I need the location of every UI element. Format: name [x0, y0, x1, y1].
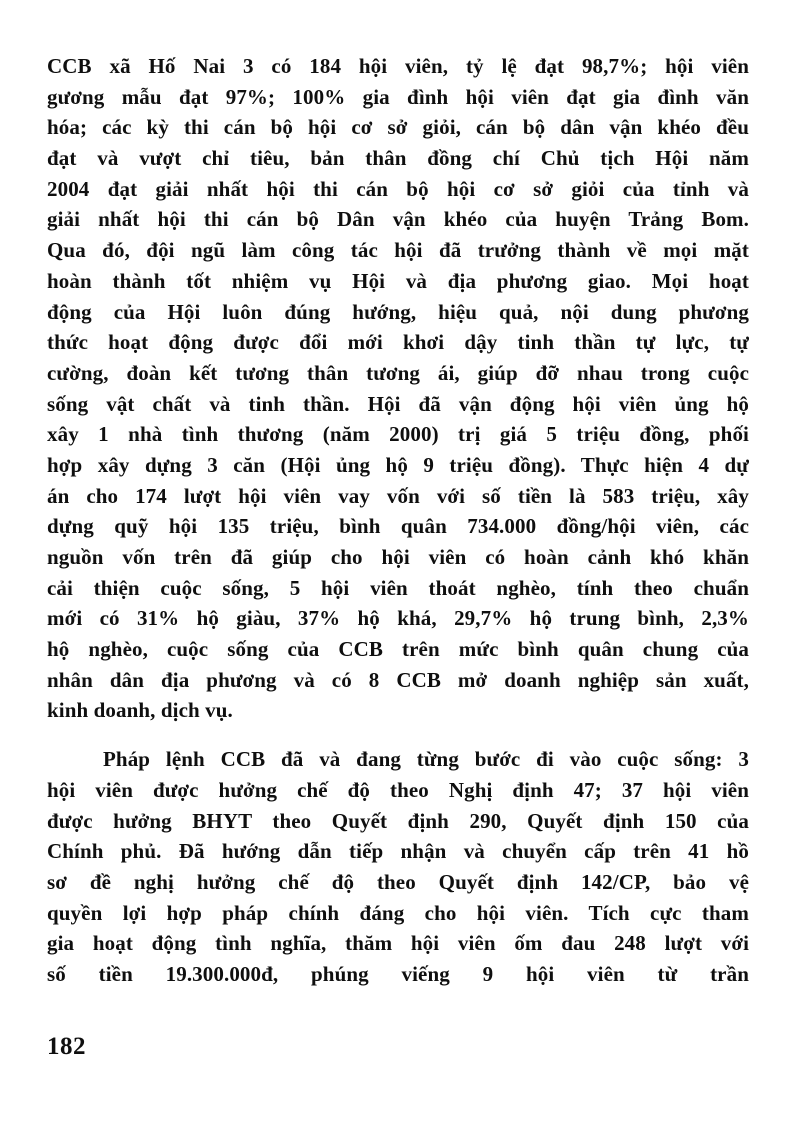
text-line: Chính phủ. Đã hướng dẫn tiếp nhận và chuyển cấp trên 41 hồ [47, 839, 749, 864]
text-line: quyền lợi hợp pháp chính đáng cho hội viên. Tích cực tham [47, 900, 749, 925]
page-number: 182 [47, 1033, 86, 1060]
text-line: nhân dân địa phương và có 8 CCB mở doanh nghiệp sản xuất, [47, 667, 749, 692]
text-line: sống vật chất và tinh thần. Hội đã vận động hội viên ủng hộ [47, 391, 749, 416]
page-text-block [47, 51, 749, 990]
text-line: 2004 đạt giải nhất hội thi cán bộ hội cơ sở giỏi của tỉnh và [47, 176, 749, 201]
paragraph-ccb-xa-ho-nai [47, 51, 749, 726]
text-line: CCB xã Hố Nai 3 có 184 hội viên, tỷ lệ đạt 98,7%; hội viên [47, 54, 749, 78]
paragraph-phap-lenh-ccb [47, 744, 749, 990]
text-line: cường, đoàn kết tương thân tương ái, giúp đỡ nhau trong cuộc [47, 360, 749, 385]
text-line: giải nhất hội thi cán bộ Dân vận khéo của huyện Trảng Bom. [47, 207, 749, 232]
text-line: Pháp lệnh CCB đã và đang từng bước đi vào cuộc sống: 3 [103, 747, 749, 772]
text-line: động của Hội luôn đúng hướng, hiệu quả, nội dung phương [47, 299, 749, 324]
text-line: hộ nghèo, cuộc sống của CCB trên mức bình quân chung của [47, 637, 749, 662]
text-line: sơ đề nghị hưởng chế độ theo Quyết định 142/CP, bảo vệ [47, 869, 749, 894]
text-line: xây 1 nhà tình thương (năm 2000) trị giá 5 triệu đồng, phối [47, 422, 749, 447]
text-line: được hưởng BHYT theo Quyết định 290, Quyết định 150 của [47, 808, 749, 833]
text-line: hội viên được hưởng chế độ theo Nghị định 47; 37 hội viên [47, 777, 749, 802]
text-line: dựng quỹ hội 135 triệu, bình quân 734.000 đồng/hội viên, các [47, 514, 749, 539]
text-line: mới có 31% hộ giàu, 37% hộ khá, 29,7% hộ trung bình, 2,3% [47, 606, 749, 631]
text-line: kinh doanh, dịch vụ. [47, 698, 233, 723]
text-line: gia hoạt động tình nghĩa, thăm hội viên ốm đau 248 lượt với [47, 931, 749, 956]
text-line: hoàn thành tốt nhiệm vụ Hội và địa phương giao. Mọi hoạt [47, 268, 749, 293]
text-line: cải thiện cuộc sống, 5 hội viên thoát nghèo, tính theo chuẩn [47, 575, 749, 600]
text-line: gương mẫu đạt 97%; 100% gia đình hội viên đạt gia đình văn [47, 84, 749, 109]
text-line: hóa; các kỳ thi cán bộ hội cơ sở giỏi, cán bộ dân vận khéo đều [47, 115, 749, 140]
text-line: hợp xây dựng 3 căn (Hội ủng hộ 9 triệu đồng). Thực hiện 4 dự [47, 452, 749, 477]
text-line: nguồn vốn trên đã giúp cho hội viên có hoàn cảnh khó khăn [47, 545, 749, 569]
text-line: đạt và vượt chỉ tiêu, bản thân đồng chí Chủ tịch Hội năm [47, 146, 749, 171]
text-line: Qua đó, đội ngũ làm công tác hội đã trưởng thành về mọi mặt [47, 238, 749, 263]
text-line: số tiền 19.300.000đ, phúng viếng 9 hội viên từ trần [47, 961, 749, 986]
text-line: án cho 174 lượt hội viên vay vốn với số tiền là 583 triệu, xây [47, 483, 749, 508]
text-line: thức hoạt động được đổi mới khơi dậy tinh thần tự lực, tự [47, 330, 749, 355]
